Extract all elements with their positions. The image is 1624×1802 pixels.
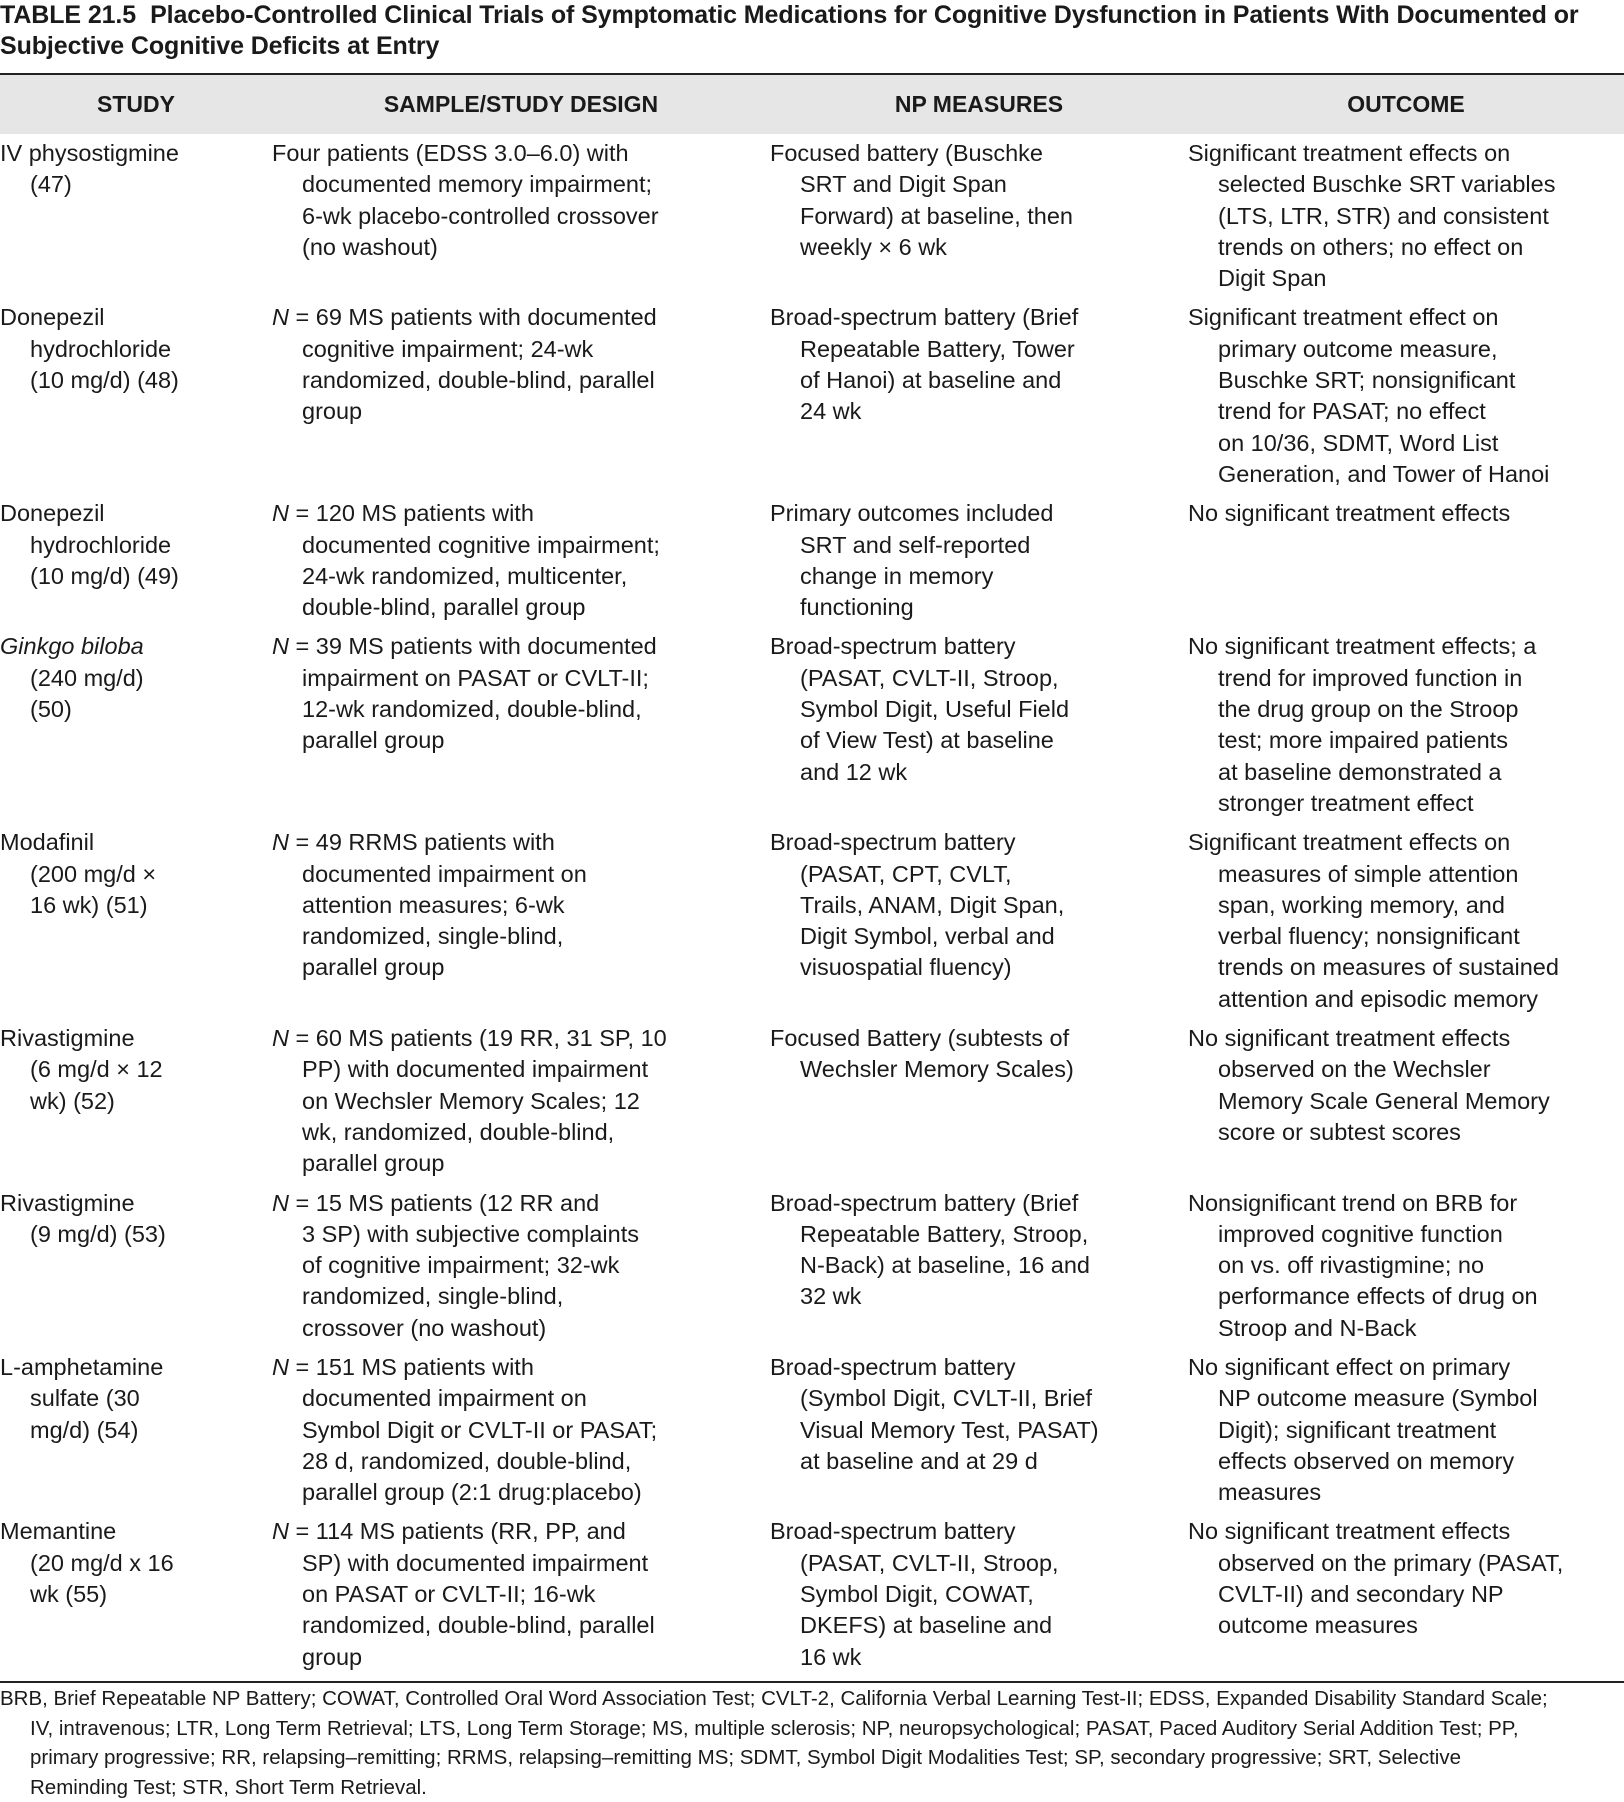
design-text: = 49 RRMS patients with documented impairment on attention measures; 6-wk randomized, single-blind, parallel group [295,829,587,981]
study-cell [0,631,272,827]
sample-size-symbol: N [272,500,289,527]
table-row [0,1023,1624,1187]
outcome-cell [1188,1516,1624,1681]
study-cell [0,134,272,302]
table-header-row [0,74,1624,134]
design-text: = 69 MS patients with documented cognitive impairment; 24-wk randomized, double-blind, parallel group [295,304,657,425]
design-cell [272,1516,770,1681]
outcome-text: No significant treatment effects; a trend for improved function in the drug group on the Stroop test; more impaired patients at baseline demonstrated a stronger treatment effect [1188,633,1537,816]
outcome-cell [1188,302,1624,498]
table-row [0,1188,1624,1352]
table-caption: Placebo-Controlled Clinical Trials of Symptomatic Medications for Cognitive Dysfunction in Patients With Documented or Subjective Cognitive Deficits at Entry [0,1,1579,60]
outcome-text: No significant treatment effects observed on the Wechsler Memory Scale General Memory score or subtest scores [1188,1025,1550,1145]
study-name: Modafinil (200 mg/d × 16 wk) (51) [0,829,157,918]
table-title [0,0,1620,62]
design-text: = 15 MS patients (12 RR and 3 SP) with subjective complaints of cognitive impairment; 32-wk randomized, single-blind, crossover (no washout) [295,1189,639,1341]
table-footnote: BRB, Brief Repeatable NP Battery; COWAT, Controlled Oral Word Association Test; CVLT-2, California Verbal Learning Test-II; EDSS, Expanded Disability Standard Scale; IV, intravenous; LTR, Long Term Retrieval; LTS, Long Term Storage; MS, multiple sclerosis; NP, neuropsychological; PASAT, Paced Auditory Serial Addition Test; PP, primary progressive; RR, relapsing–remitting; RRMS, relapsing–remitting MS; SDMT, Symbol Digit Modalities Test; SP, secondary progressive; SRT, Selective Reminding Test; STR, Short Term Retrieval. [0,1687,1548,1799]
np-measures-cell [770,1352,1188,1516]
sample-size-symbol: N [272,1353,289,1380]
sample-size-symbol: N [272,304,289,331]
table-row [0,631,1624,827]
design-text: Four patients (EDSS 3.0–6.0) with documented memory impairment; 6-wk placebo-controlled crossover (no washout) [272,140,659,260]
table-row [0,827,1624,1023]
np-measures-text: Primary outcomes included SRT and self-reported change in memory functioning [770,500,1054,621]
np-measures-text: Focused battery (Buschke SRT and Digit Span Forward) at baseline, then weekly × 6 wk [770,140,1074,260]
table-row [0,134,1624,302]
study-name: Donepezil hydrochloride (10 mg/d) (49) [0,500,179,589]
column-header-np-measures: NP MEASURES [770,74,1188,134]
design-text: = 39 MS patients with documented impairment on PASAT or CVLT-II; 12-wk randomized, double-blind, parallel group [295,633,657,754]
np-measures-text: Broad-spectrum battery (PASAT, CVLT-II, Stroop, Symbol Digit, COWAT, DKEFS) at baseline and 16 wk [770,1518,1059,1670]
np-measures-cell [770,827,1188,1023]
study-name: Rivastigmine (9 mg/d) (53) [0,1189,166,1247]
study-name: Donepezil hydrochloride (10 mg/d) (48) [0,304,179,394]
design-cell [272,1188,770,1352]
outcome-text: Significant treatment effects on selected Buschke SRT variables (LTS, LTR, STR) and consistent trends on others; no effect on Digit Span [1188,140,1556,292]
sample-size-symbol: N [272,829,289,856]
study-name: L-amphetamine sulfate (30 mg/d) (54) [0,1353,164,1443]
np-measures-cell [770,631,1188,827]
np-measures-text: Broad-spectrum battery (Symbol Digit, CVLT-II, Brief Visual Memory Test, PASAT) at baseline and at 29 d [770,1353,1099,1474]
study-name: (240 mg/d) (50) [30,664,144,723]
outcome-text: No significant treatment effects [1188,500,1511,527]
study-cell [0,827,272,1023]
outcome-text: No significant effect on primary NP outcome measure (Symbol Digit); significant treatment effects observed on memory measures [1188,1353,1538,1506]
outcome-cell [1188,1188,1624,1352]
sample-size-symbol: N [272,633,289,660]
np-measures-text: Focused Battery (subtests of Wechsler Memory Scales) [770,1025,1074,1083]
outcome-cell [1188,134,1624,302]
sample-size-symbol: N [272,1025,289,1052]
outcome-text: Significant treatment effect on primary outcome measure, Buschke SRT; nonsignificant trend for PASAT; no effect on 10/36, SDMT, Word List Generation, and Tower of Hanoi [1188,304,1550,487]
trials-table [0,73,1624,1683]
design-cell [272,1023,770,1187]
outcome-cell [1188,1023,1624,1187]
design-text: = 114 MS patients (RR, PP, and SP) with documented impairment on PASAT or CVLT-II; 16-wk randomized, double-blind, parallel group [295,1518,655,1670]
design-cell [272,498,770,631]
outcome-cell [1188,827,1624,1023]
sample-size-symbol: N [272,1518,289,1545]
table-body [0,134,1624,1682]
study-name-italic: Ginkgo biloba [0,633,144,660]
outcome-cell [1188,631,1624,827]
design-text: = 120 MS patients with documented cognitive impairment; 24-wk randomized, multicenter, double-blind, parallel group [295,500,660,621]
np-measures-cell [770,302,1188,498]
design-cell [272,631,770,827]
np-measures-cell [770,1188,1188,1352]
study-cell [0,302,272,498]
outcome-text: Significant treatment effects on measures of simple attention span, working memory, and verbal fluency; nonsignificant trends on measures of sustained attention and episodic memory [1188,829,1559,1012]
np-measures-text: Broad-spectrum battery (Brief Repeatable Battery, Stroop, N-Back) at baseline, 16 and 32 wk [770,1189,1090,1310]
study-name: Memantine (20 mg/d x 16 wk (55) [0,1518,174,1608]
outcome-cell [1188,1352,1624,1516]
np-measures-text: Broad-spectrum battery (PASAT, CPT, CVLT, Trails, ANAM, Digit Span, Digit Symbol, verbal and visuospatial fluency) [770,829,1065,981]
sample-size-symbol: N [272,1189,289,1216]
design-cell [272,827,770,1023]
column-header-design: SAMPLE/STUDY DESIGN [272,74,770,134]
study-name: Rivastigmine (6 mg/d × 12 wk) (52) [0,1025,163,1114]
design-cell [272,134,770,302]
outcome-text: Nonsignificant trend on BRB for improved cognitive function on vs. off rivastigmine; no performance effects of drug on Stroop and N-Back [1188,1189,1538,1341]
table-row [0,1516,1624,1681]
table-row [0,302,1624,498]
outcome-text: No significant treatment effects observed on the primary (PASAT, CVLT-II) and secondary NP outcome measures [1188,1518,1564,1639]
np-measures-cell [770,498,1188,631]
table-row [0,1352,1624,1516]
study-cell [0,1188,272,1352]
study-cell [0,1023,272,1187]
design-cell [272,302,770,498]
design-text: = 151 MS patients with documented impairment on Symbol Digit or CVLT-II or PASAT; 28 d, randomized, double-blind, parallel group (2:1 drug:placebo) [295,1353,658,1506]
np-measures-cell [770,1023,1188,1187]
study-cell [0,1352,272,1516]
np-measures-cell [770,1516,1188,1681]
design-cell [272,1352,770,1516]
study-name: IV physostigmine (47) [0,140,179,198]
column-header-outcome: OUTCOME [1188,74,1624,134]
study-cell [0,498,272,631]
column-header-study: STUDY [0,74,272,134]
np-measures-text: Broad-spectrum battery (PASAT, CVLT-II, Stroop, Symbol Digit, Useful Field of View Test) at baseline and 12 wk [770,633,1070,785]
table-number: TABLE 21.5 [0,1,137,29]
table-row [0,498,1624,631]
outcome-cell [1188,498,1624,631]
study-cell [0,1516,272,1681]
np-measures-text: Broad-spectrum battery (Brief Repeatable Battery, Tower of Hanoi) at baseline and 24 wk [770,304,1079,425]
np-measures-cell [770,134,1188,302]
design-text: = 60 MS patients (19 RR, 31 SP, 10 PP) with documented impairment on Wechsler Memory Scales; 12 wk, randomized, double-blind, parallel group [295,1025,667,1177]
